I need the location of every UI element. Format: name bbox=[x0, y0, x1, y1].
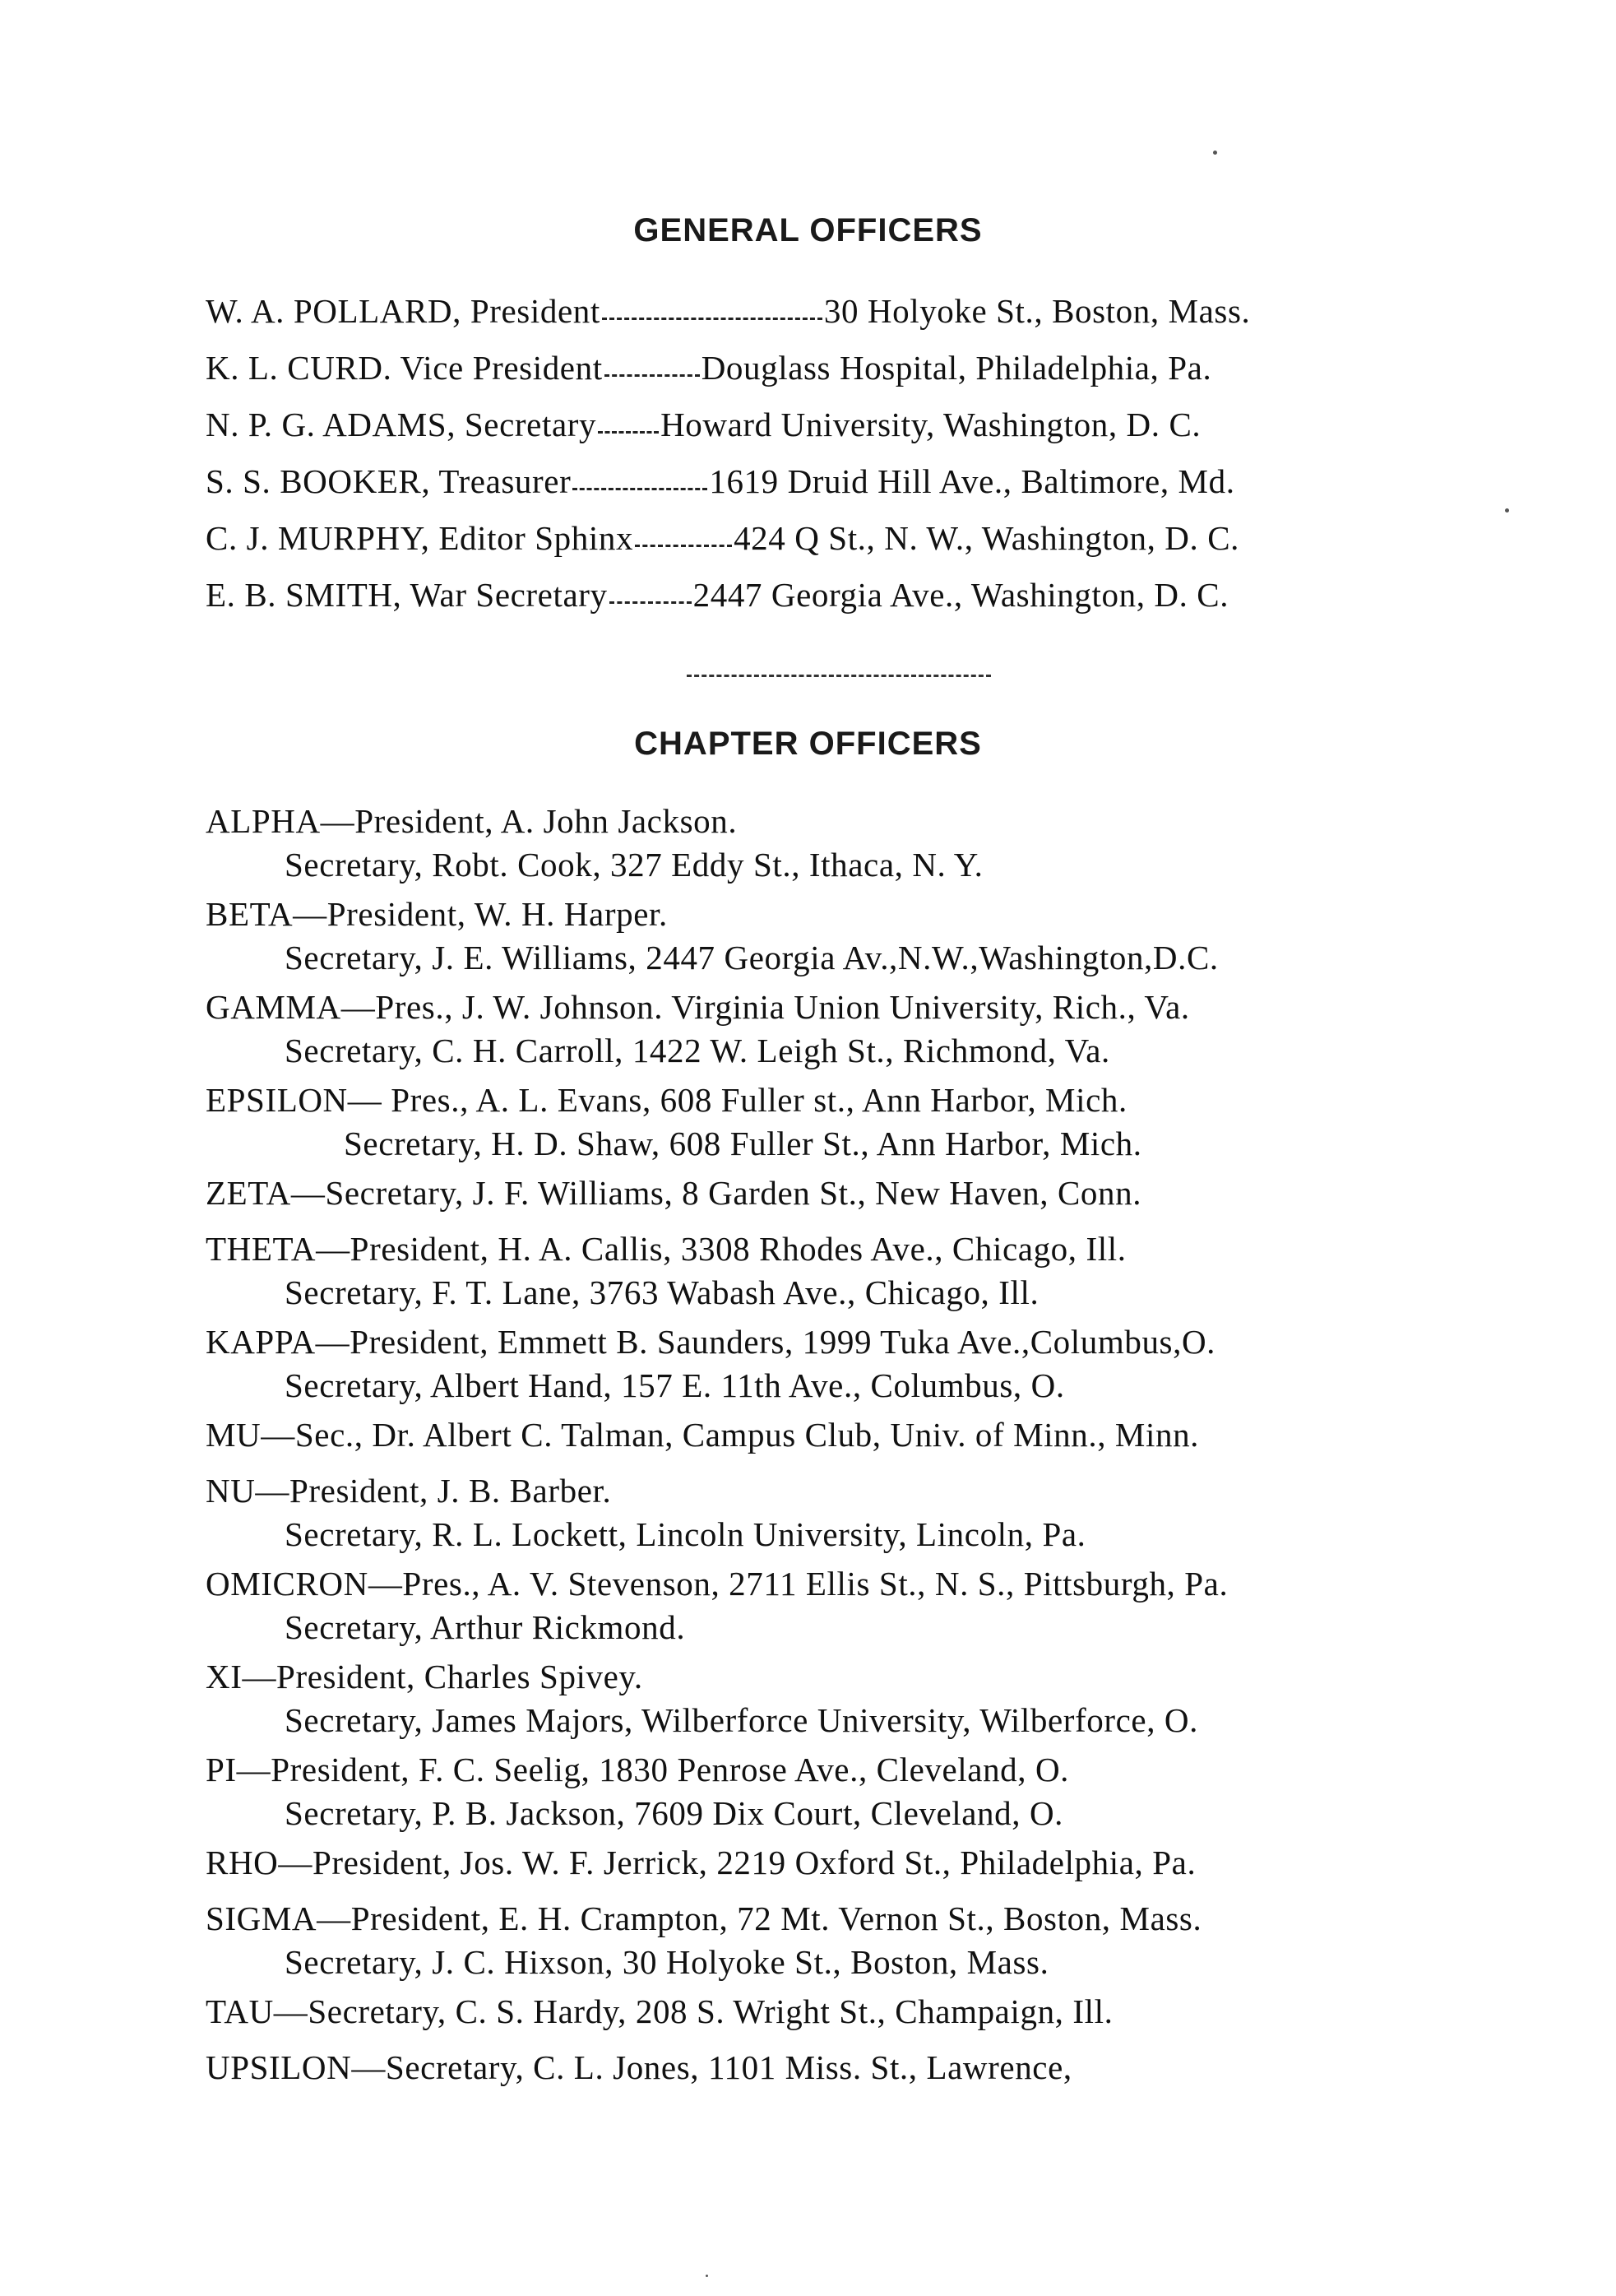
chapter-line: BETA—President, W. H. Harper. bbox=[206, 895, 668, 933]
chapter-line: ZETA—Secretary, J. F. Williams, 8 Garden St., New Haven, Conn. bbox=[206, 1174, 1142, 1212]
officer-address: 424 Q St., N. W., Washington, D. C. bbox=[734, 519, 1239, 557]
chapter-line: XI—President, Charles Spivey. bbox=[206, 1658, 643, 1695]
chapter-entry-upsilon bbox=[206, 2046, 1072, 2090]
chapter-secretary-line: Secretary, James Majors, Wilberforce University, Wilberforce, O. bbox=[285, 1701, 1198, 1739]
chapter-entry-tau bbox=[206, 1990, 1113, 2034]
chapter-secretary-line: Secretary, F. T. Lane, 3763 Wabash Ave., Chicago, Ill. bbox=[285, 1273, 1040, 1311]
officer-address: 30 Holyoke St., Boston, Mass. bbox=[823, 292, 1251, 330]
chapter-secretary-line: Secretary, Arthur Rickmond. bbox=[285, 1608, 686, 1646]
chapter-line: GAMMA—Pres., J. W. Johnson. Virginia Union University, Rich., Va. bbox=[206, 988, 1190, 1026]
chapter-entry-kappa bbox=[206, 1320, 1215, 1408]
chapter-secretary-line: Secretary, P. B. Jackson, 7609 Dix Court, Cleveland, O. bbox=[285, 1794, 1064, 1832]
officer-name: C. J. MURPHY, Editor Sphinx bbox=[206, 519, 634, 557]
paper-speck bbox=[1505, 508, 1509, 513]
paper-speck bbox=[706, 2275, 708, 2277]
chapter-line: OMICRON—Pres., A. V. Stevenson, 2711 Ellis St., N. S., Pittsburgh, Pa. bbox=[206, 1565, 1229, 1603]
officer-address: Howard University, Washington, D. C. bbox=[660, 406, 1202, 443]
chapter-entry-epsilon bbox=[206, 1078, 1142, 1166]
officer-name: W. A. POLLARD, President bbox=[206, 292, 600, 330]
chapter-entry-zeta bbox=[206, 1171, 1141, 1215]
leader-dashes bbox=[602, 318, 822, 320]
chapter-officers-heading: CHAPTER OFFICERS bbox=[634, 726, 982, 762]
officer-name: K. L. CURD. Vice President bbox=[206, 349, 603, 387]
chapter-entry-alpha bbox=[206, 800, 984, 887]
chapter-secretary-line: Secretary, J. E. Williams, 2447 Georgia Av.,N.W.,Washington,D.C. bbox=[285, 939, 1219, 976]
paper-speck bbox=[1213, 151, 1217, 155]
chapter-line: ALPHA—President, A. John Jackson. bbox=[206, 802, 738, 840]
chapter-entry-mu bbox=[206, 1413, 1199, 1457]
chapter-secretary-line: Secretary, R. L. Lockett, Lincoln University, Lincoln, Pa. bbox=[285, 1515, 1086, 1553]
chapter-entry-gamma bbox=[206, 986, 1190, 1073]
chapter-line: EPSILON— Pres., A. L. Evans, 608 Fuller st., Ann Harbor, Mich. bbox=[206, 1081, 1127, 1119]
officer-row bbox=[206, 578, 1229, 612]
chapter-line: SIGMA—President, E. H. Crampton, 72 Mt. Vernon St., Boston, Mass. bbox=[206, 1899, 1202, 1937]
chapter-line: UPSILON—Secretary, C. L. Jones, 1101 Miss. St., Lawrence, bbox=[206, 2048, 1072, 2086]
chapter-secretary-line: Secretary, C. H. Carroll, 1422 W. Leigh St., Richmond, Va. bbox=[285, 1032, 1110, 1069]
chapter-secretary-line: Secretary, Robt. Cook, 327 Eddy St., Ithaca, N. Y. bbox=[285, 846, 984, 884]
chapter-line: PI—President, F. C. Seelig, 1830 Penrose Ave., Cleveland, O. bbox=[206, 1751, 1070, 1788]
chapter-entry-rho bbox=[206, 1841, 1196, 1885]
chapter-entry-sigma bbox=[206, 1897, 1202, 1984]
chapter-line: MU—Sec., Dr. Albert C. Talman, Campus Club, Univ. of Minn., Minn. bbox=[206, 1416, 1200, 1454]
chapter-line: NU—President, J. B. Barber. bbox=[206, 1472, 612, 1510]
leader-dashes bbox=[609, 601, 692, 604]
chapter-entry-beta bbox=[206, 893, 1219, 980]
officer-row bbox=[206, 462, 1235, 500]
leader-dashes bbox=[604, 374, 700, 377]
chapter-line: THETA—President, H. A. Callis, 3308 Rhodes Ave., Chicago, Ill. bbox=[206, 1230, 1127, 1268]
officer-row bbox=[206, 519, 1239, 557]
chapter-entry-theta bbox=[206, 1227, 1127, 1315]
chapter-entry-omicron bbox=[206, 1562, 1228, 1649]
officer-address: 2447 Georgia Ave., Washington, D. C. bbox=[692, 576, 1229, 614]
officer-row bbox=[206, 292, 1251, 330]
chapter-entry-xi bbox=[206, 1655, 1198, 1742]
chapter-entry-nu bbox=[206, 1469, 1086, 1556]
officer-name: S. S. BOOKER, Treasurer bbox=[206, 462, 572, 500]
leader-dashes bbox=[635, 545, 732, 547]
leader-dashes bbox=[572, 488, 707, 490]
officer-address: 1619 Druid Hill Ave., Baltimore, Md. bbox=[709, 462, 1235, 500]
chapter-secretary-line: Secretary, Albert Hand, 157 E. 11th Ave., Columbus, O. bbox=[285, 1366, 1065, 1404]
chapter-line: TAU—Secretary, C. S. Hardy, 208 S. Wright St., Champaign, Ill. bbox=[206, 1992, 1114, 2030]
chapter-line: KAPPA—President, Emmett B. Saunders, 1999 Tuka Ave.,Columbus,O. bbox=[206, 1323, 1216, 1361]
officer-address: Douglass Hospital, Philadelphia, Pa. bbox=[701, 349, 1212, 387]
chapter-line: RHO—President, Jos. W. F. Jerrick, 2219 Oxford St., Philadelphia, Pa. bbox=[206, 1844, 1197, 1881]
officer-row bbox=[206, 351, 1211, 385]
chapter-entry-pi bbox=[206, 1748, 1069, 1835]
chapter-secretary-line: Secretary, H. D. Shaw, 608 Fuller St., Ann Harbor, Mich. bbox=[344, 1125, 1142, 1162]
leader-dashes bbox=[598, 431, 659, 434]
section-divider bbox=[687, 675, 991, 677]
chapter-secretary-line: Secretary, J. C. Hixson, 30 Holyoke St., Boston, Mass. bbox=[285, 1943, 1049, 1981]
officer-row bbox=[206, 408, 1201, 442]
officer-name: E. B. SMITH, War Secretary bbox=[206, 576, 608, 614]
officer-name: N. P. G. ADAMS, Secretary bbox=[206, 406, 597, 443]
general-officers-heading: GENERAL OFFICERS bbox=[633, 212, 983, 248]
